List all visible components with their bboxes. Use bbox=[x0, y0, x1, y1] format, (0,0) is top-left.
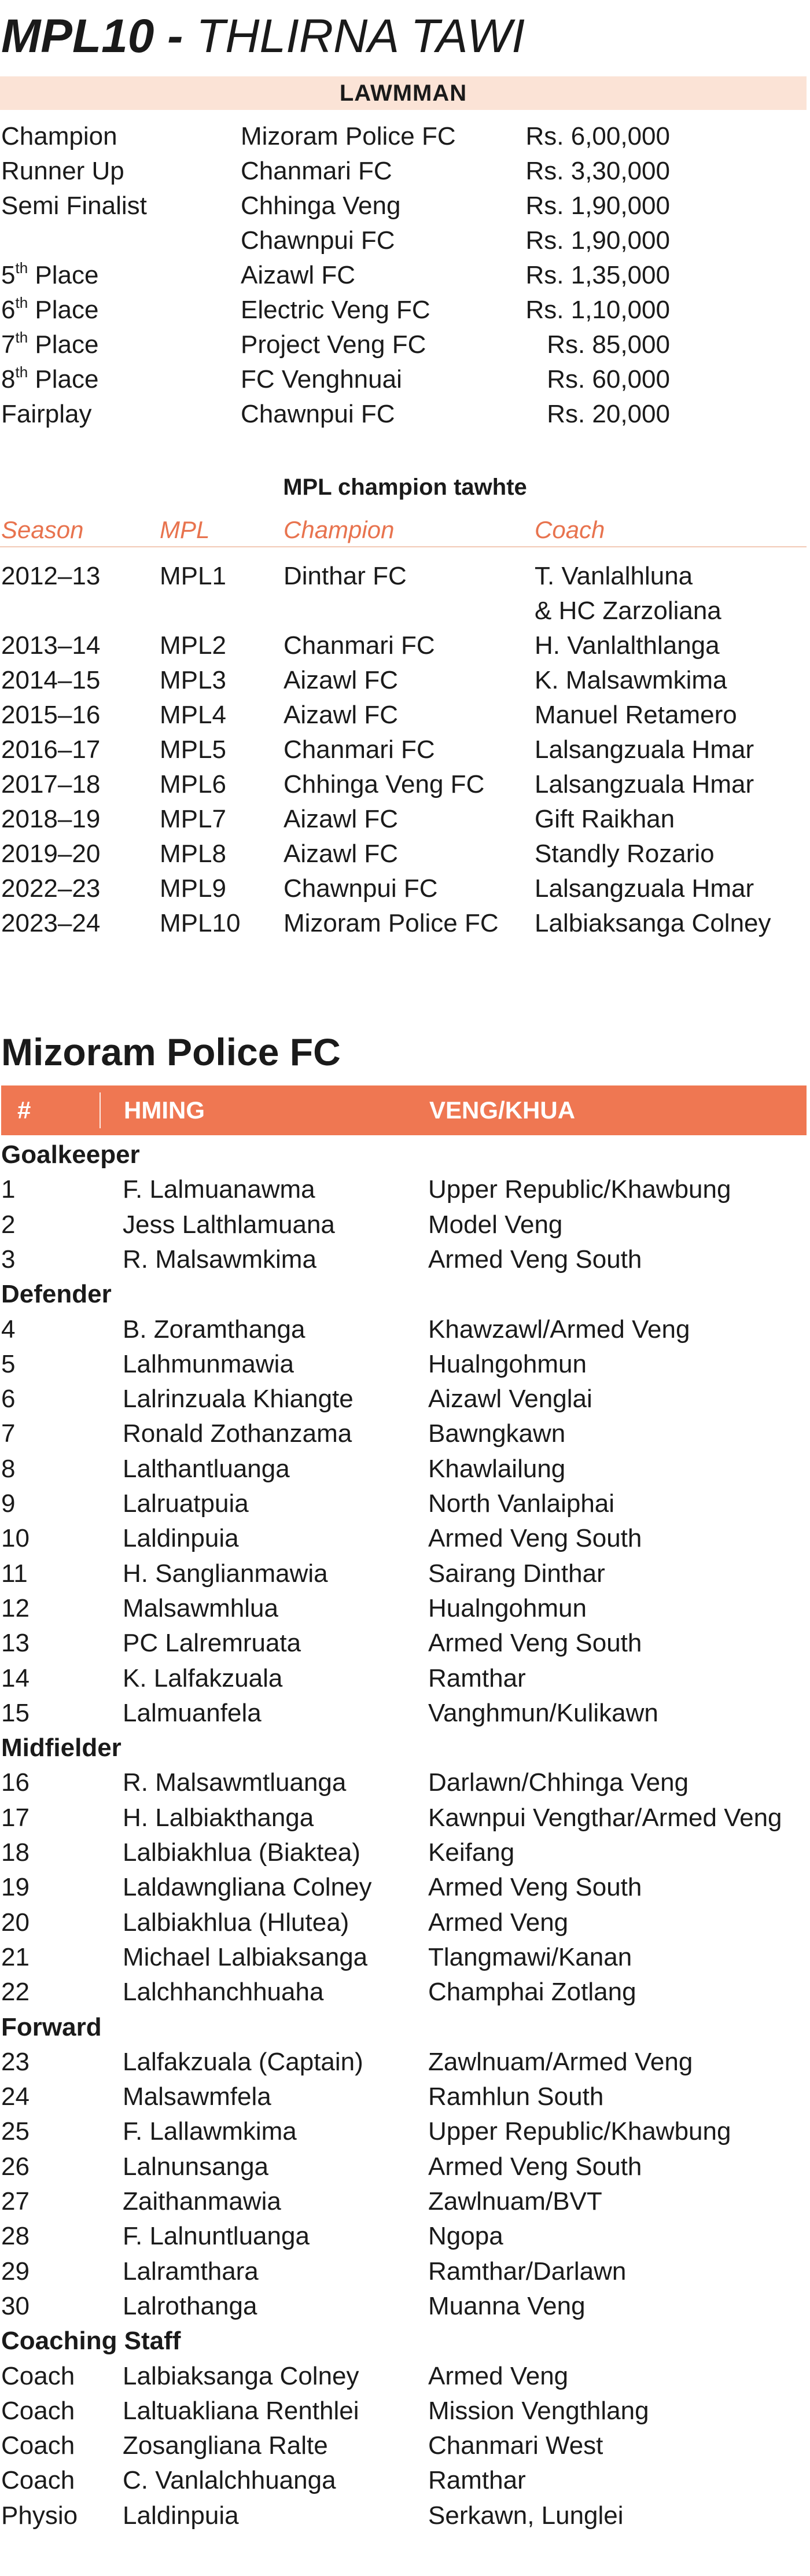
prize-amount: Rs. 1,90,000 bbox=[525, 192, 670, 220]
player-number: Coach bbox=[1, 2362, 75, 2390]
coach-cell: Gift Raikhan bbox=[535, 805, 675, 833]
player-row bbox=[0, 2219, 810, 2254]
player-number: 13 bbox=[1, 1629, 30, 1657]
player-number: 11 bbox=[1, 1559, 28, 1588]
category-heading: Midfielder bbox=[1, 1734, 122, 1762]
player-locality: Bawngkawn bbox=[428, 1419, 566, 1448]
player-name: Lalchhanchhuaha bbox=[123, 1978, 324, 2006]
champion-cell: Chanmari FC bbox=[284, 735, 435, 764]
player-locality: Khawlailung bbox=[428, 1455, 566, 1483]
player-number: 21 bbox=[1, 1943, 30, 1971]
prize-team: Aizawl FC bbox=[241, 261, 356, 289]
coach-cell: K. Malsawmkima bbox=[535, 666, 727, 694]
season-cell: 2014–15 bbox=[1, 666, 101, 694]
player-number: 16 bbox=[1, 1768, 30, 1797]
player-name: K. Lalfakzuala bbox=[123, 1664, 283, 1692]
champion-cell: Mizoram Police FC bbox=[284, 909, 499, 937]
title-light: THLIRNA TAWI bbox=[196, 10, 525, 62]
champion-cell: Aizawl FC bbox=[284, 666, 399, 694]
champion-cell: Aizawl FC bbox=[284, 840, 399, 868]
season-cell: 2022–23 bbox=[1, 874, 101, 903]
player-number: 4 bbox=[1, 1315, 16, 1344]
season-cell: 2015–16 bbox=[1, 701, 101, 729]
coach-cell: Standly Rozario bbox=[535, 840, 715, 868]
player-row bbox=[0, 1940, 810, 1975]
champion-row bbox=[0, 871, 810, 906]
coach-cell: Lalsangzuala Hmar bbox=[535, 770, 754, 798]
player-row bbox=[0, 1835, 810, 1870]
coach-cell: Lalsangzuala Hmar bbox=[535, 874, 754, 903]
prize-amount: Rs. 3,30,000 bbox=[525, 157, 670, 185]
player-name: Lalbiakhlua (Biaktea) bbox=[123, 1838, 360, 1867]
player-number: 7 bbox=[1, 1419, 16, 1448]
player-locality: Tlangmawi/Kanan bbox=[428, 1943, 632, 1971]
champion-cell: Aizawl FC bbox=[284, 805, 399, 833]
header-divider bbox=[100, 1092, 101, 1128]
prize-row bbox=[0, 327, 810, 362]
champion-row bbox=[0, 559, 810, 625]
player-number: 20 bbox=[1, 1908, 30, 1937]
player-locality: Darlawn/Chhinga Veng bbox=[428, 1768, 689, 1797]
player-number: 28 bbox=[1, 2222, 30, 2250]
player-locality: Upper Republic/Khawbung bbox=[428, 1175, 731, 1204]
player-locality: Armed Veng South bbox=[428, 1873, 642, 1901]
player-locality: Zawlnuam/Armed Veng bbox=[428, 2048, 693, 2076]
player-number: 18 bbox=[1, 1838, 30, 1867]
player-locality: Armed Veng bbox=[428, 2362, 569, 2390]
champion-row bbox=[0, 837, 810, 871]
player-number: 8 bbox=[1, 1455, 16, 1483]
player-row bbox=[0, 1172, 810, 1207]
player-name: Ronald Zothanzama bbox=[123, 1419, 352, 1448]
player-locality: Hualngohmun bbox=[428, 1350, 587, 1378]
player-name: F. Lallawmkima bbox=[123, 2117, 297, 2146]
mpl-cell: MPL8 bbox=[160, 840, 226, 868]
player-number: 10 bbox=[1, 1524, 30, 1552]
mpl-cell: MPL3 bbox=[160, 666, 226, 694]
mpl-cell: MPL7 bbox=[160, 805, 226, 833]
player-locality: Model Veng bbox=[428, 1210, 563, 1239]
player-row bbox=[0, 2184, 810, 2219]
mpl-cell: MPL9 bbox=[160, 874, 226, 903]
player-row bbox=[0, 2150, 810, 2184]
player-number: 6 bbox=[1, 1385, 16, 1413]
player-locality: Khawzawl/Armed Veng bbox=[428, 1315, 690, 1344]
champion-row bbox=[0, 628, 810, 663]
player-locality: Keifang bbox=[428, 1838, 515, 1867]
prize-row bbox=[0, 154, 810, 189]
mpl-cell: MPL4 bbox=[160, 701, 226, 729]
col-number: # bbox=[17, 1096, 31, 1124]
coach-cell: H. Vanlalthlanga bbox=[535, 631, 720, 660]
player-name: Michael Lalbiaksanga bbox=[123, 1943, 368, 1971]
prize-amount: Rs. 20,000 bbox=[547, 400, 670, 428]
player-number: 1 bbox=[1, 1175, 16, 1204]
player-row bbox=[0, 1312, 810, 1347]
player-name: Laldinpuia bbox=[123, 1524, 239, 1552]
prize-amount: Rs. 85,000 bbox=[547, 330, 670, 359]
prize-amount: Rs. 60,000 bbox=[547, 365, 670, 393]
player-locality: Aizawl Venglai bbox=[428, 1385, 592, 1413]
player-number: 24 bbox=[1, 2082, 30, 2111]
player-name: Laldinpuia bbox=[123, 2501, 239, 2530]
category-heading: Forward bbox=[1, 2013, 102, 2041]
prize-row bbox=[0, 189, 810, 223]
player-name: Lalthantluanga bbox=[123, 1455, 290, 1483]
player-row bbox=[0, 1661, 810, 1696]
mpl-cell: MPL6 bbox=[160, 770, 226, 798]
player-name: F. Lalmuanawma bbox=[123, 1175, 315, 1204]
prize-amount: Rs. 6,00,000 bbox=[525, 122, 670, 150]
prize-team: Chanmari FC bbox=[241, 157, 392, 185]
mpl-cell: MPL10 bbox=[160, 909, 241, 937]
coach-cell: Lalbiaksanga Colney bbox=[535, 909, 771, 937]
col-season: Season bbox=[1, 516, 84, 543]
player-row bbox=[0, 1521, 810, 1556]
prize-row bbox=[0, 293, 810, 327]
prize-place: Runner Up bbox=[1, 157, 124, 185]
player-name: Lalmuanfela bbox=[123, 1699, 262, 1727]
prize-team: Chawnpui FC bbox=[241, 400, 395, 428]
ordinal-suffix: th bbox=[15, 259, 28, 277]
player-locality: Sairang Dinthar bbox=[428, 1559, 605, 1588]
player-row bbox=[0, 1975, 810, 2010]
player-name: H. Sanglianmawia bbox=[123, 1559, 328, 1588]
player-row bbox=[0, 1486, 810, 1521]
champion-row bbox=[0, 906, 810, 941]
prize-row bbox=[0, 119, 810, 154]
team-title: Mizoram Police FC bbox=[1, 1031, 341, 1073]
coach-cell-continued: & HC Zarzoliana bbox=[535, 597, 721, 625]
page-title bbox=[1, 5, 525, 68]
player-row bbox=[0, 2394, 810, 2428]
player-row bbox=[0, 2254, 810, 2289]
player-name: C. Vanlalchhuanga bbox=[123, 2466, 336, 2494]
player-name: B. Zoramthanga bbox=[123, 1315, 305, 1344]
player-row bbox=[0, 1382, 810, 1416]
player-number: 17 bbox=[1, 1804, 30, 1832]
col-champion: Champion bbox=[284, 516, 395, 543]
player-locality: Armed Veng South bbox=[428, 1524, 642, 1552]
player-name: F. Lalnuntluanga bbox=[123, 2222, 310, 2250]
prize-place: Fairplay bbox=[1, 400, 92, 428]
prize-heading: LAWMMAN bbox=[0, 76, 807, 110]
season-cell: 2017–18 bbox=[1, 770, 101, 798]
mpl-cell: MPL5 bbox=[160, 735, 226, 764]
player-number: 25 bbox=[1, 2117, 30, 2146]
ordinal-suffix: th bbox=[15, 294, 28, 312]
player-number: 27 bbox=[1, 2187, 30, 2216]
col-place: VENG/KHUA bbox=[429, 1096, 576, 1124]
champion-row bbox=[0, 733, 810, 767]
prize-row bbox=[0, 362, 810, 397]
player-locality: Serkawn, Lunglei bbox=[428, 2501, 624, 2530]
player-row bbox=[0, 2498, 810, 2533]
player-name: Lalbiakhlua (Hlutea) bbox=[123, 1908, 349, 1937]
prize-place: Semi Finalist bbox=[1, 192, 147, 220]
champions-heading: MPL champion tawhte bbox=[283, 474, 527, 500]
player-locality: Ramthar bbox=[428, 1664, 526, 1692]
player-row bbox=[0, 2428, 810, 2463]
player-name: Lalbiaksanga Colney bbox=[123, 2362, 359, 2390]
player-number: 5 bbox=[1, 1350, 16, 1378]
prize-team: Mizoram Police FC bbox=[241, 122, 456, 150]
champion-row bbox=[0, 698, 810, 733]
champions-table-header bbox=[0, 514, 807, 547]
player-number: 9 bbox=[1, 1489, 16, 1518]
prize-place: Champion bbox=[1, 122, 117, 150]
season-cell: 2013–14 bbox=[1, 631, 101, 660]
prize-place: 5th Place bbox=[1, 259, 99, 289]
prize-row bbox=[0, 397, 810, 432]
coach-cell: Manuel Retamero bbox=[535, 701, 737, 729]
player-row bbox=[0, 2045, 810, 2080]
player-name: R. Malsawmkima bbox=[123, 1245, 316, 1274]
player-name: R. Malsawmtluanga bbox=[123, 1768, 347, 1797]
ordinal-suffix: th bbox=[15, 329, 28, 347]
player-locality: Ngopa bbox=[428, 2222, 503, 2250]
col-name: HMING bbox=[124, 1096, 205, 1124]
player-locality: Kawnpui Vengthar/Armed Veng bbox=[428, 1804, 782, 1832]
player-number: 29 bbox=[1, 2257, 30, 2286]
player-row bbox=[0, 2359, 810, 2394]
player-row bbox=[0, 1801, 810, 1835]
col-coach: Coach bbox=[535, 516, 605, 543]
prize-amount: Rs. 1,90,000 bbox=[525, 226, 670, 255]
player-name: H. Lalbiakthanga bbox=[123, 1804, 314, 1832]
player-row bbox=[0, 1696, 810, 1731]
player-row bbox=[0, 1765, 810, 1800]
prize-team: Chawnpui FC bbox=[241, 226, 395, 255]
player-name: Lalramthara bbox=[123, 2257, 259, 2286]
player-name: Lalrinzuala Khiangte bbox=[123, 1385, 354, 1413]
player-row bbox=[0, 1416, 810, 1451]
champion-cell: Aizawl FC bbox=[284, 701, 399, 729]
player-locality: Upper Republic/Khawbung bbox=[428, 2117, 731, 2146]
season-cell: 2019–20 bbox=[1, 840, 101, 868]
prize-amount: Rs. 1,10,000 bbox=[525, 296, 670, 324]
prize-team: Electric Veng FC bbox=[241, 296, 430, 324]
prize-row bbox=[0, 223, 810, 258]
prize-place: 7th Place bbox=[1, 329, 99, 359]
player-number: 30 bbox=[1, 2292, 30, 2320]
player-name: Malsawmhlua bbox=[123, 1594, 278, 1622]
player-number: 14 bbox=[1, 1664, 30, 1692]
player-row bbox=[0, 2463, 810, 2498]
player-row bbox=[0, 1208, 810, 1242]
mpl-cell: MPL2 bbox=[160, 631, 226, 660]
player-number: 19 bbox=[1, 1873, 30, 1901]
squad-table-header bbox=[1, 1085, 807, 1135]
coach-cell: Lalsangzuala Hmar bbox=[535, 735, 754, 764]
season-cell: 2012–13 bbox=[1, 562, 101, 590]
player-name: Lalrothanga bbox=[123, 2292, 257, 2320]
prize-team: Chhinga Veng bbox=[241, 192, 401, 220]
player-number: 3 bbox=[1, 1245, 16, 1274]
player-row bbox=[0, 1347, 810, 1382]
ordinal-suffix: th bbox=[15, 363, 28, 381]
player-name: Laldawngliana Colney bbox=[123, 1873, 372, 1901]
mpl-cell: MPL1 bbox=[160, 562, 226, 590]
coach-cell: T. Vanlalhluna bbox=[535, 562, 693, 590]
champion-row bbox=[0, 663, 810, 698]
player-name: Zaithanmawia bbox=[123, 2187, 281, 2216]
player-locality: Armed Veng South bbox=[428, 1629, 642, 1657]
player-number: 2 bbox=[1, 1210, 16, 1239]
player-locality: Hualngohmun bbox=[428, 1594, 587, 1622]
player-row bbox=[0, 1905, 810, 1940]
player-name: PC Lalremruata bbox=[123, 1629, 301, 1657]
player-locality: Zawlnuam/BVT bbox=[428, 2187, 602, 2216]
player-row bbox=[0, 1452, 810, 1486]
category-heading: Goalkeeper bbox=[1, 1140, 140, 1169]
player-name: Lalnunsanga bbox=[123, 2152, 269, 2181]
season-cell: 2018–19 bbox=[1, 805, 101, 833]
player-locality: Muanna Veng bbox=[428, 2292, 586, 2320]
player-number: 23 bbox=[1, 2048, 30, 2076]
player-row bbox=[0, 1242, 810, 1277]
season-cell: 2016–17 bbox=[1, 735, 101, 764]
prize-place: 6th Place bbox=[1, 294, 99, 324]
prize-team: FC Venghnuai bbox=[241, 365, 402, 393]
prize-place: 8th Place bbox=[1, 363, 99, 393]
player-name: Jess Lalthlamuana bbox=[123, 1210, 335, 1239]
player-locality: Mission Vengthlang bbox=[428, 2397, 649, 2425]
category-heading: Coaching Staff bbox=[1, 2327, 181, 2355]
player-row bbox=[0, 1556, 810, 1591]
player-locality: Champhai Zotlang bbox=[428, 1978, 636, 2006]
player-number: 22 bbox=[1, 1978, 30, 2006]
season-cell: 2023–24 bbox=[1, 909, 101, 937]
player-number: Coach bbox=[1, 2431, 75, 2460]
player-name: Lalhmunmawia bbox=[123, 1350, 294, 1378]
player-locality: Ramthar bbox=[428, 2466, 526, 2494]
player-locality: Ramhlun South bbox=[428, 2082, 604, 2111]
player-locality: Ramthar/Darlawn bbox=[428, 2257, 627, 2286]
player-locality: North Vanlaiphai bbox=[428, 1489, 615, 1518]
player-name: Laltuakliana Renthlei bbox=[123, 2397, 359, 2425]
player-locality: Armed Veng bbox=[428, 1908, 569, 1937]
player-locality: Chanmari West bbox=[428, 2431, 603, 2460]
champion-cell: Chawnpui FC bbox=[284, 874, 438, 903]
player-locality: Vanghmun/Kulikawn bbox=[428, 1699, 658, 1727]
player-row bbox=[0, 2114, 810, 2149]
prize-row bbox=[0, 258, 810, 293]
champion-row bbox=[0, 767, 810, 802]
player-number: Physio bbox=[1, 2501, 78, 2530]
player-row bbox=[0, 1626, 810, 1661]
player-locality: Armed Veng South bbox=[428, 1245, 642, 1274]
player-name: Malsawmfela bbox=[123, 2082, 271, 2111]
prize-team: Project Veng FC bbox=[241, 330, 426, 359]
col-mpl: MPL bbox=[160, 516, 210, 543]
title-bold: MPL10 - bbox=[1, 10, 183, 62]
category-heading: Defender bbox=[1, 1280, 112, 1308]
player-row bbox=[0, 2289, 810, 2324]
player-row bbox=[0, 2080, 810, 2114]
player-row bbox=[0, 1591, 810, 1626]
player-locality: Armed Veng South bbox=[428, 2152, 642, 2181]
player-number: 15 bbox=[1, 1699, 30, 1727]
champion-row bbox=[0, 802, 810, 837]
champion-cell: Dinthar FC bbox=[284, 562, 407, 590]
player-number: 26 bbox=[1, 2152, 30, 2181]
player-name: Lalruatpuia bbox=[123, 1489, 249, 1518]
champion-cell: Chanmari FC bbox=[284, 631, 435, 660]
player-name: Lalfakzuala (Captain) bbox=[123, 2048, 363, 2076]
player-number: Coach bbox=[1, 2466, 75, 2494]
champion-cell: Chhinga Veng FC bbox=[284, 770, 485, 798]
prize-amount: Rs. 1,35,000 bbox=[525, 261, 670, 289]
player-name: Zosangliana Ralte bbox=[123, 2431, 328, 2460]
player-number: Coach bbox=[1, 2397, 75, 2425]
player-number: 12 bbox=[1, 1594, 30, 1622]
player-row bbox=[0, 1870, 810, 1905]
